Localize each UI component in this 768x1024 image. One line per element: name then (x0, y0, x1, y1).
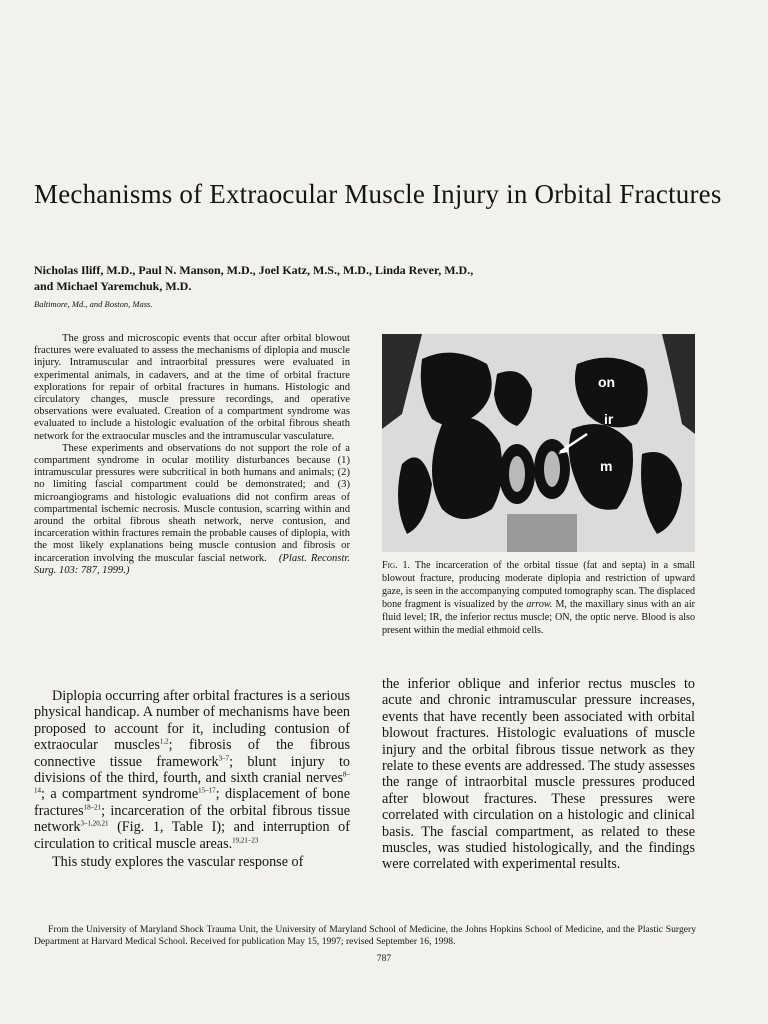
abstract-paragraph-2 (34, 443, 350, 577)
body-paragraph-2: This study explores the vascular response of (52, 854, 304, 871)
figure-label-m: m (600, 458, 613, 474)
caption-arrow: arrow. (526, 599, 553, 610)
figure-ct-scan (382, 334, 695, 552)
reference-superscript: 19,21–23 (232, 835, 259, 844)
abstract-paragraph-2-text: These experiments and observations do not support the role of a compartment syndrome in ocular motility disturbances because (1) intramuscular pressures were subcritical in both humans and animals; (2) no limiting fascial compartment could be demonstrated; and (3) microangiograms and histologic evaluations did not confirm areas of compartmental ischemic necrosis. Muscle contusion, scarring within and around the orbital fibrous sheath network, nerve contusion, and incarceration within fractures remain the probable causes of diplopia, with the most likely explanations being muscle contusion and fibrosis or incarceration involving the muscular fascial network. (34, 442, 350, 564)
reference-superscript: 15–17 (198, 786, 216, 795)
author-list (34, 262, 734, 294)
ct-scan-image (382, 334, 695, 552)
caption-text-a: The incarceration of the orbital tissue (fat and septa) in a small blowout fracture, producing moderate diplopia and restriction of upward gaze, is seen in the accompanying computed tomography scan. The displaced bone fragment is visualized by the (382, 560, 696, 610)
page-number: 787 (376, 953, 392, 964)
body-column-right: the inferior oblique and inferior rectus muscles to acute and chronic intramuscular pressure increases, events that have recently been associated with orbital blowout fractures. Histologic evaluations of muscle injury and the orbital fibrous tissue network as they relate to these events are addressed. The study assesses the range of intraorbital muscle pressures produced after blowout fractures. These pressures were correlated with circulation on a histologic and clinical basis. The fascial compartment, as related to these muscles, was studied histologically, and the findings were correlated with experimental results. (382, 676, 695, 873)
affiliation: Baltimore, Md., and Boston, Mass. (34, 299, 153, 309)
abstract (34, 333, 350, 577)
caption-text-b: M, the maxillary sinus with an air fluid level; IR, the inferior rectus muscle; ON, the optic nerve. Blood is also present within the medial ethmoid cells. (382, 599, 695, 636)
reference-superscript: 18–21 (83, 803, 102, 812)
authors-line-1: Nicholas Iliff, M.D., Paul N. Manson, M.D., Joel Katz, M.S., M.D., Linda Rever, M.D., (34, 263, 474, 277)
reference-superscript: 3–1,20,21 (80, 819, 109, 828)
authors-line-2: and Michael Yaremchuk, M.D. (34, 279, 192, 293)
body-text: ; blunt injury to divisions of the third, fourth, and sixth cranial nerves (34, 753, 350, 787)
reference-superscript: 1,2 (159, 737, 169, 746)
reference-superscript: 3–7 (218, 753, 230, 762)
abstract-paragraph-1: The gross and microscopic events that occur after orbital blowout fractures were evaluated to assess the mechanisms of diplopia and muscle injury. Intramuscular and intraorbital pressures were evaluated in experimental animals, in cadavers, and at the time of orbital fracture explorations for repair of orbital fractures in humans. Histologic and circulatory changes, muscle pressure recordings, and operative observations were evaluated. Creation of a compartment syndrome was evaluated to include a histologic evaluation of the orbital fibrous sheath network for the extraocular muscles and the intramuscular vasculature. (34, 333, 350, 442)
body-text: ; incarceration of the orbital fibrous tissue network (34, 802, 350, 836)
body-text: ; a compartment syndrome (41, 786, 199, 803)
figure-label-ir: ir (604, 411, 614, 427)
body-text: (Fig. 1, Table I); and interruption of circulation to critical muscle areas. (34, 819, 350, 852)
body-column-left (34, 688, 350, 870)
body-text: ; displacement of bone fractures (34, 786, 350, 819)
footnote: From the University of Maryland Shock Trauma Unit, the University of Maryland School of Medicine, the Johns Hopkins School of Medicine, and the Plastic Surgery Department at Harvard Medical School. Received for publication May 15, 1997; revised September 16, 1998. (34, 924, 696, 947)
body-text: Diplopia occurring after orbital fractures is a serious physical handicap. A number of mechanisms have been proposed to account for it, including contusion of extraocular muscles (34, 688, 350, 754)
body-text: ; fibrosis of the fibrous connective tissue framework (34, 737, 350, 770)
figure-label-on: on (598, 374, 616, 390)
article-title: Mechanisms of Extraocular Muscle Injury in Orbital Fractures (34, 179, 722, 209)
figure-caption (382, 559, 695, 637)
reference-superscript: 8–14 (34, 770, 350, 795)
abstract-citation: (Plast. Reconstr. Surg. 103: 787, 1999.) (34, 552, 351, 576)
caption-label: Fig. 1. (382, 560, 411, 571)
body-paragraph-1 (34, 688, 350, 852)
